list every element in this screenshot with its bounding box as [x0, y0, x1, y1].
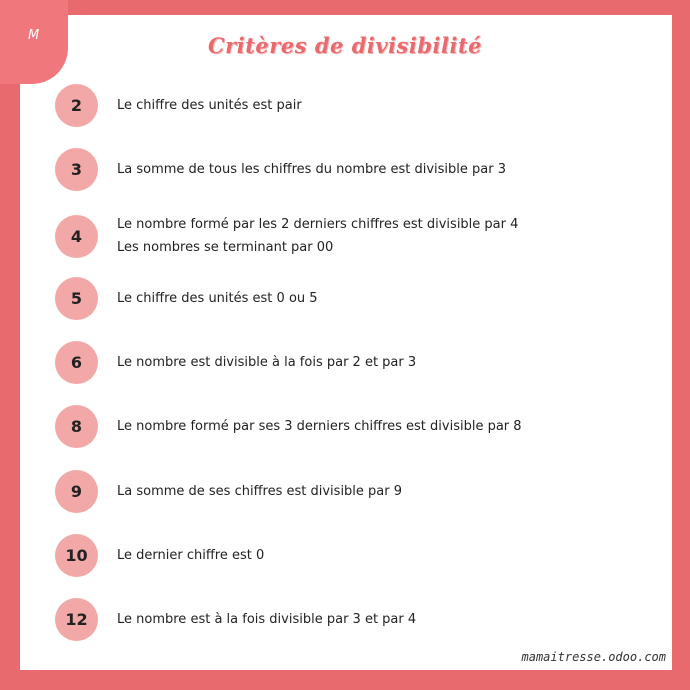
rule-number: 5	[55, 277, 98, 320]
rule-item	[55, 84, 302, 127]
rule-item	[55, 277, 318, 320]
rule-text	[117, 415, 522, 438]
rule-number: 10	[55, 534, 98, 577]
rule-text	[117, 608, 416, 631]
rule-text	[117, 544, 264, 567]
rule-item	[55, 148, 506, 191]
rule-text	[117, 94, 302, 117]
rule-number: 3	[55, 148, 98, 191]
rule-line: Le nombre est à la fois divisible par 3 et par 4	[117, 612, 417, 627]
rule-line: Le dernier chiffre est 0	[117, 548, 265, 563]
rule-text	[117, 351, 416, 374]
rule-line: Le chiffre des unités est 0 ou 5	[117, 291, 318, 306]
rule-item	[55, 470, 402, 513]
rule-line: Les nombres se terminant par 00	[117, 240, 334, 255]
rule-item	[55, 213, 518, 259]
page-title: Critères de divisibilité	[207, 33, 483, 58]
rule-number: 6	[55, 341, 98, 384]
rule-number: 8	[55, 405, 98, 448]
rule-number: 4	[55, 215, 98, 258]
rule-line: Le nombre formé par les 2 derniers chiffres est divisible par 4	[117, 217, 519, 232]
rule-item	[55, 598, 416, 641]
rule-number: 2	[55, 84, 98, 127]
brand-letter: M	[28, 28, 40, 43]
rule-line: La somme de tous les chiffres du nombre est divisible par 3	[117, 162, 506, 177]
rule-line: Le chiffre des unités est pair	[117, 98, 302, 113]
rule-line: La somme de ses chiffres est divisible par 9	[117, 484, 403, 499]
rule-item	[55, 534, 264, 577]
rule-number: 9	[55, 470, 98, 513]
rule-text	[117, 213, 518, 259]
rule-text	[117, 480, 402, 503]
rule-line: Le nombre formé par ses 3 derniers chiffres est divisible par 8	[117, 419, 522, 434]
rule-item	[55, 405, 522, 448]
rule-text	[117, 158, 506, 181]
website-footer: mamaitresse.odoo.com	[521, 650, 666, 664]
rule-line: Le nombre est divisible à la fois par 2 et par 3	[117, 355, 417, 370]
rule-item	[55, 341, 416, 384]
rule-number: 12	[55, 598, 98, 641]
rule-text	[117, 287, 318, 310]
brand-badge	[0, 0, 68, 84]
